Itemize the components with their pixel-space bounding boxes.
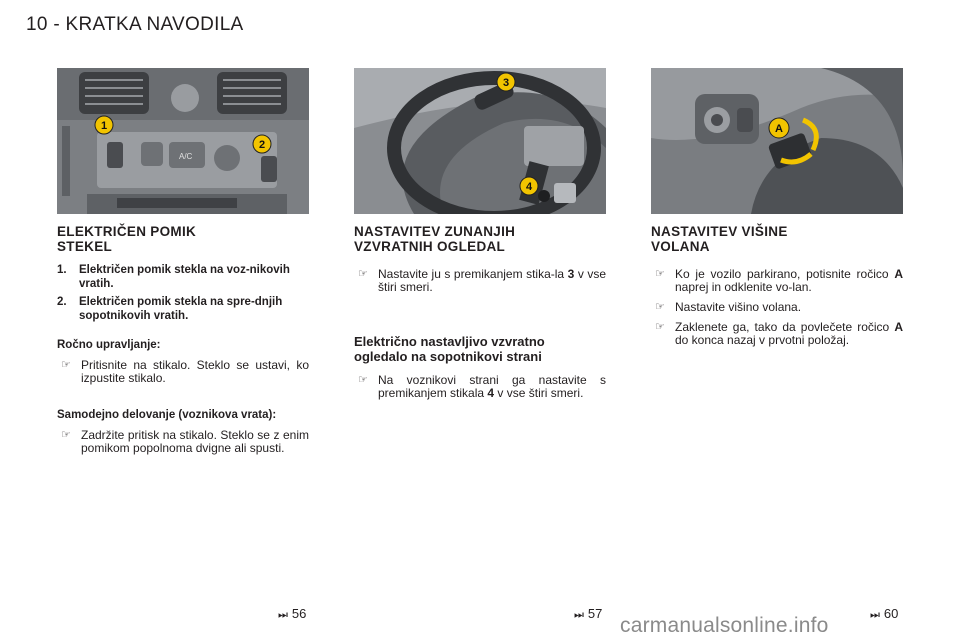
title-line-2: VOLANA [651, 239, 710, 254]
steering-text-1a: Ko je vozilo parkirano, potisnite ročico [675, 267, 895, 281]
marker-2-label: 2 [259, 139, 266, 151]
steering-lever-illustration [651, 68, 903, 214]
fast-forward-arrow-icon: ⏭ [870, 609, 880, 621]
mirror-controls-photo [354, 68, 606, 214]
page-ref-60[interactable] [870, 606, 898, 622]
pointing-finger-icon: ☞ [61, 359, 71, 371]
auto-text: Zadržite pritisk na stikalo. Steklo se z enim pomikom popolnoma dvigne ali spusti. [81, 428, 309, 455]
mirror-controls-illustration [354, 68, 606, 214]
section-title [354, 224, 606, 254]
manual-text: Pritisnite na stikalo. Steklo se ustavi, ko izpustite stikalo. [81, 358, 309, 385]
manual-heading: Ročno upravljanje: [57, 339, 161, 351]
mirror-text-c: v vse štiri smeri. [378, 267, 607, 294]
electric-switch-ref: 4 [487, 386, 495, 400]
page-ref-number: 56 [291, 606, 307, 621]
steering-text-1c: naprej in odklenite vo-lan. [675, 280, 812, 294]
page-ref-56[interactable] [278, 606, 306, 622]
pointing-finger-icon: ☞ [655, 268, 665, 280]
electric-mirror-heading [354, 334, 606, 364]
auto-instruction [57, 429, 309, 455]
section-title [57, 224, 309, 254]
page-ref-57[interactable] [574, 606, 602, 622]
steering-text-3a: Zaklenete ga, tako da povlečete ročico [675, 320, 895, 334]
list-item [57, 296, 309, 323]
window-switches-photo [57, 68, 309, 214]
section-electric-windows [57, 68, 309, 455]
fast-forward-arrow-icon: ⏭ [574, 609, 584, 621]
lever-ref: A [894, 267, 903, 281]
list-number: 1. [57, 264, 67, 276]
title-line-1: ELEKTRIČEN POMIK [57, 224, 197, 239]
mirror-switch-ref: 3 [567, 267, 575, 281]
steering-text-3c: do konca nazaj v prvotni položaj. [675, 333, 850, 347]
pointing-finger-icon: ☞ [655, 301, 665, 313]
steering-instruction-1 [651, 268, 903, 294]
electric-text-a: Na voznikovi strani ga nastavite s premikanjem stikala [378, 373, 606, 400]
mirror-instruction [354, 268, 606, 294]
lever-ref: A [894, 320, 903, 334]
section-exterior-mirrors [354, 68, 606, 400]
page-ref-number: 60 [883, 606, 899, 621]
steering-text-2: Nastavite višino volana. [675, 300, 802, 314]
electric-mirror-instruction [354, 374, 606, 400]
list-text: Električen pomik stekla na voz-nikovih vratih. [79, 264, 290, 290]
pointing-finger-icon: ☞ [358, 374, 368, 386]
pointing-finger-icon: ☞ [358, 268, 368, 280]
section-steering-height [651, 68, 903, 347]
list-text: Električen pomik stekla na spre-dnjih sopotnikovih vratih. [79, 296, 283, 322]
switch-list [57, 264, 309, 323]
fast-forward-arrow-icon: ⏭ [278, 609, 288, 621]
sub-heading-line-2: ogledalo na sopotnikovi strani [354, 349, 542, 364]
sub-heading-line-1: Električno nastavljivo vzvratno [354, 334, 545, 349]
ac-label: A/C [179, 152, 193, 161]
manual-instruction [57, 359, 309, 385]
mirror-text-a: Nastavite ju s premikanjem stika-la [378, 267, 568, 281]
electric-text-c: v vse štiri smeri. [494, 386, 584, 400]
steering-lever-photo [651, 68, 903, 214]
marker-4-label: 4 [526, 181, 533, 193]
pointing-finger-icon: ☞ [655, 321, 665, 333]
auto-heading: Samodejno delovanje (voznikova vrata): [57, 409, 277, 421]
list-number: 2. [57, 296, 67, 308]
steering-instruction-3 [651, 321, 903, 347]
pointing-finger-icon: ☞ [61, 429, 71, 441]
title-line-1: NASTAVITEV VIŠINE [651, 224, 788, 239]
page-title: 10 - KRATKA NAVODILA [26, 14, 244, 35]
page-ref-number: 57 [587, 606, 603, 621]
steering-instruction-2 [651, 301, 903, 314]
window-switches-illustration [57, 68, 309, 214]
watermark: carmanualsonline.info [620, 614, 829, 637]
marker-3-label: 3 [503, 77, 510, 89]
list-item [57, 264, 309, 291]
marker-1-label: 1 [101, 120, 108, 132]
title-line-2: STEKEL [57, 239, 113, 254]
title-line-1: NASTAVITEV ZUNANJIH [354, 224, 516, 239]
section-title [651, 224, 903, 254]
marker-a-label: A [775, 123, 783, 135]
title-line-2: VZVRATNIH OGLEDAL [354, 239, 506, 254]
